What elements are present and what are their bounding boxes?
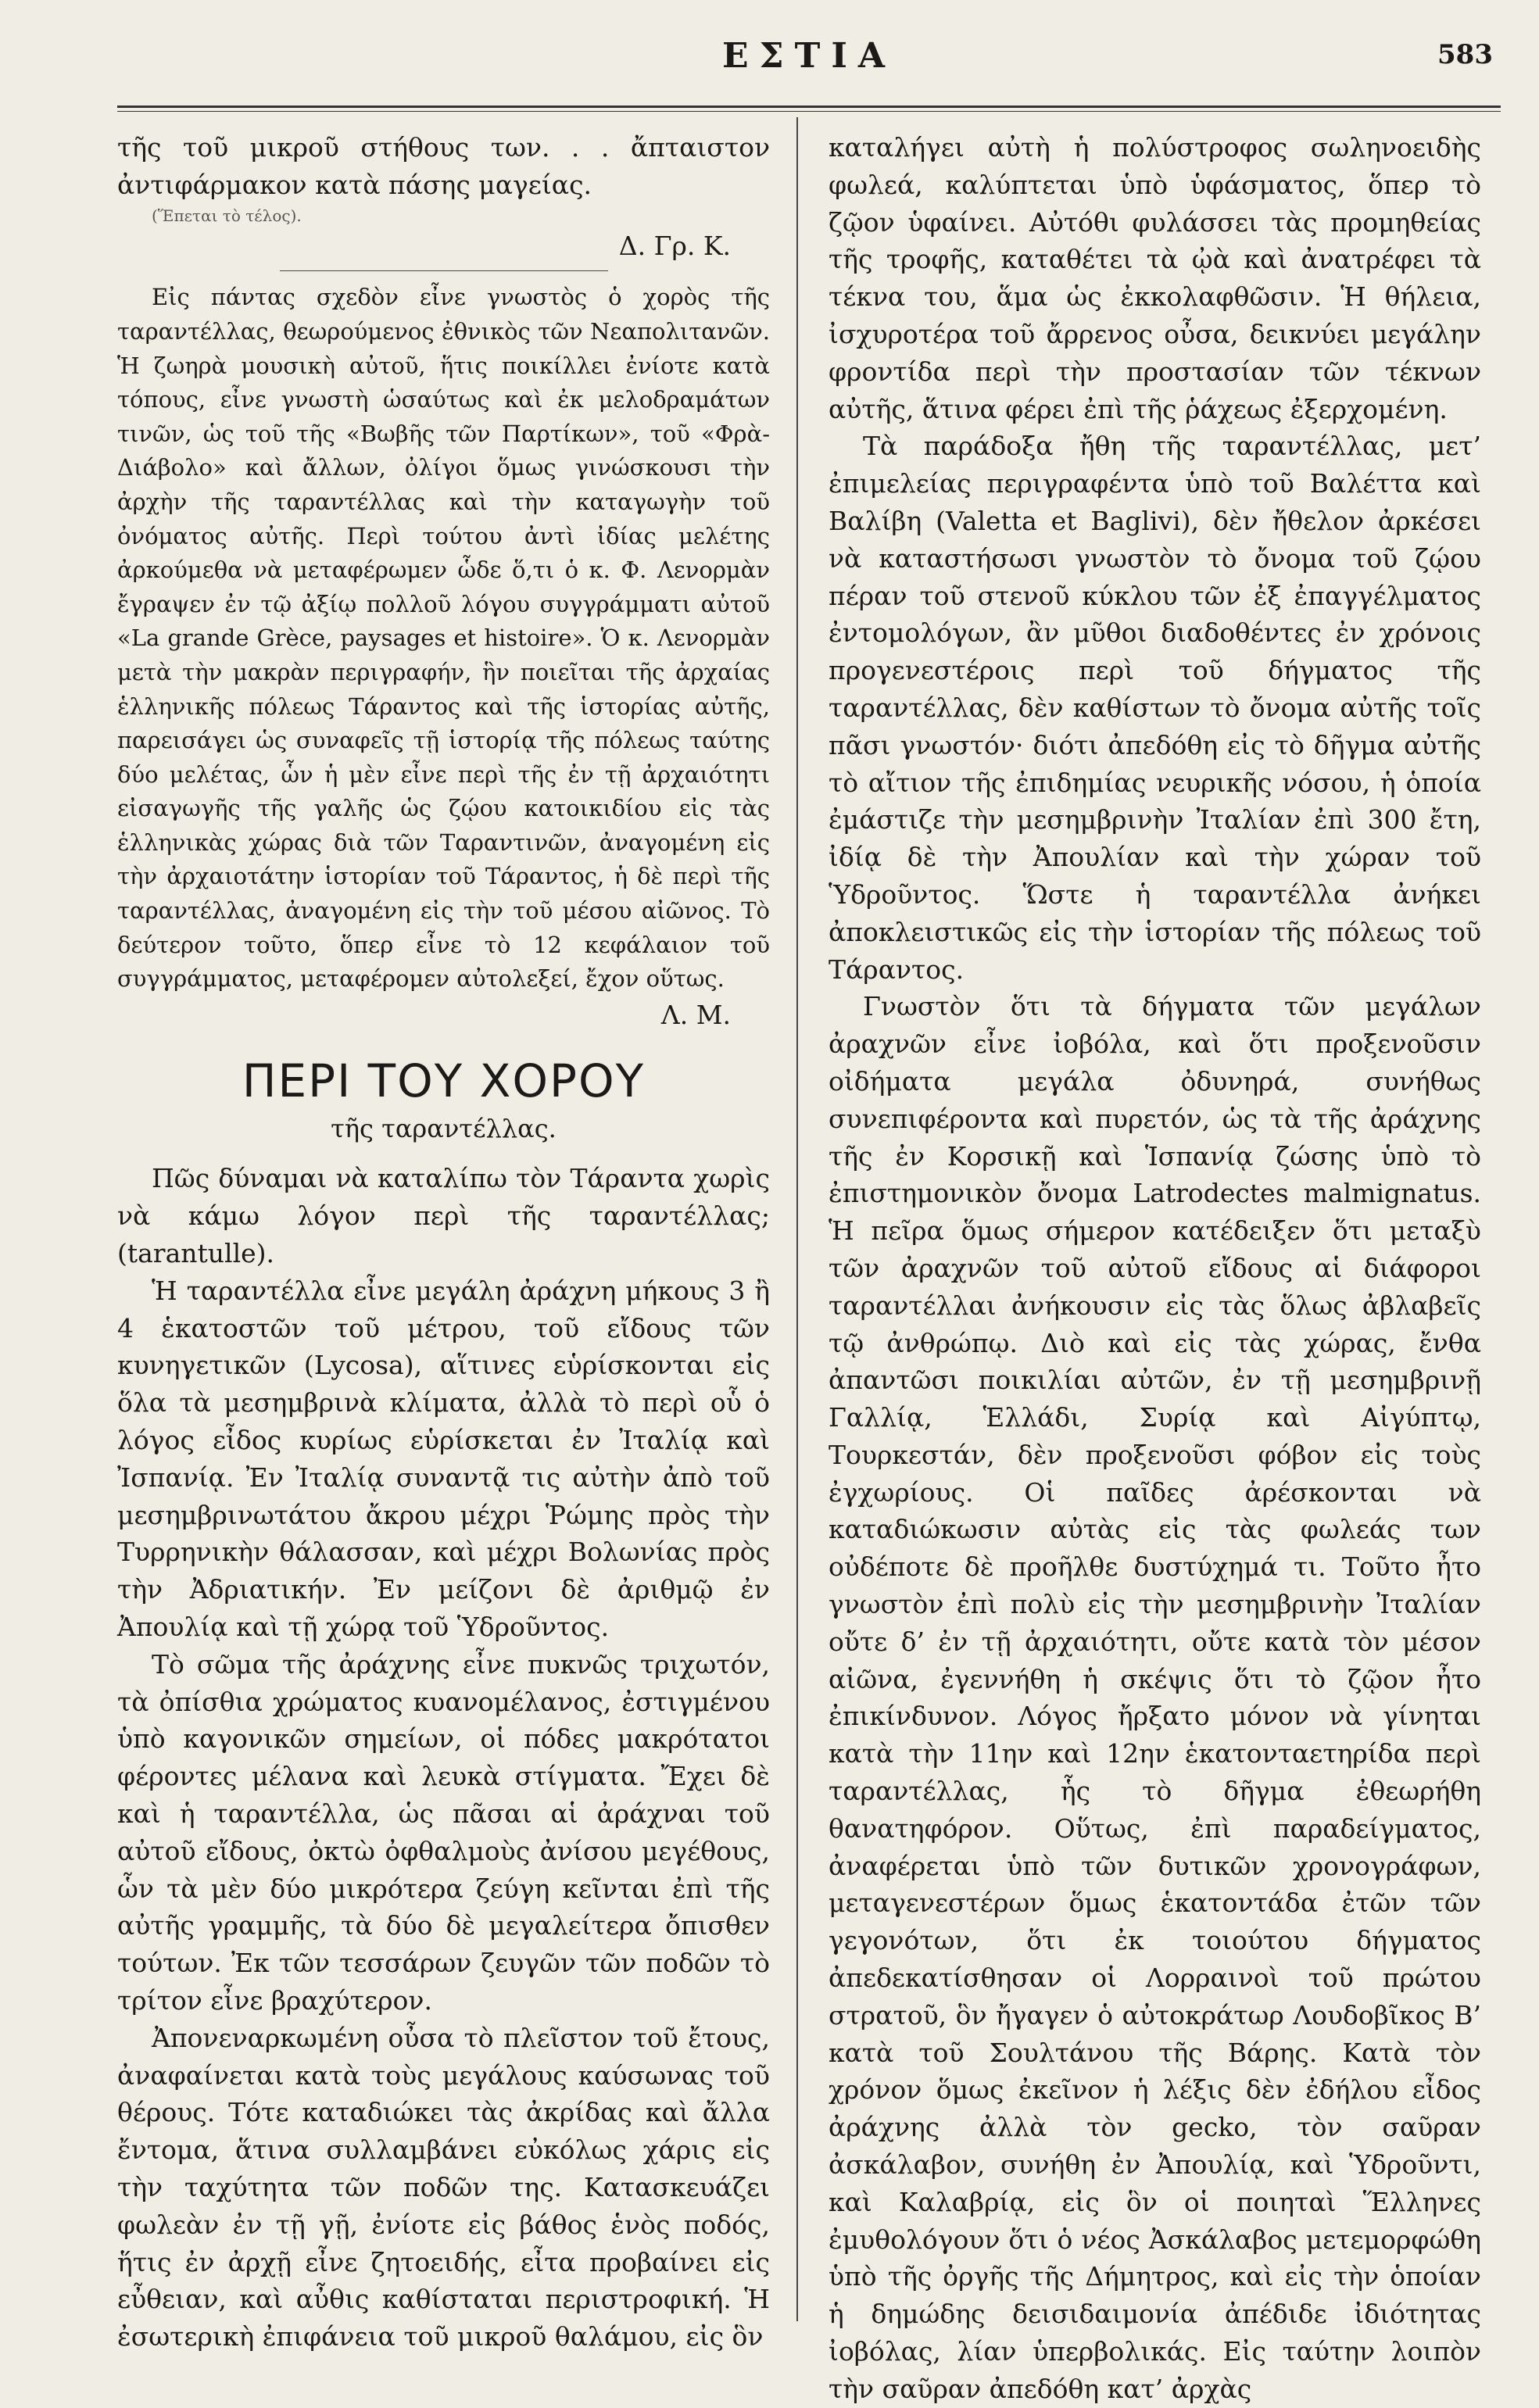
newspaper-title: ΕΣΤΙΑ — [721, 36, 897, 76]
article-paragraph: Τὰ παράδοξα ἤθη τῆς ταραντέλλας, μετ’ ἐπιμελείας περιγραφέντα ὑπὸ τοῦ Βαλέττα καὶ Βαλίβη (Valetta et Baglivi), δὲν ἤθελον ἀρκέσει νὰ καταστήσωσι γνωστὸν τὸ ὄνομα τοῦ ζῴου πέραν τοῦ στενοῦ κύκλου τῶν ἐξ ἐπαγγέλματος ἐντομολόγων, ἂν μῦθοι διαδοθέντες ἐν χρόνοις προγενεστέροις περὶ τοῦ δήγματος τῆς ταραντέλλας, δὲν καθίστων τὸ ὄνομα αὐτῆς τοῖς πᾶσι γνωστόν· διότι ἀπεδόθη εἰς τὸ δῆγμα αὐτῆς τὸ αἴτιον τῆς ἐπιδημίας νευρικῆς νόσου, ἡ ὁποία ἐμάστιζε τὴν μεσημβρινὴν Ἰταλίαν ἐπὶ 300 ἔτη, ἰδίᾳ δὲ τὴν Ἀπουλίαν καὶ τὴν χώραν τοῦ Ὑδροῦντος. Ὥστε ἡ ταραντέλλα ἀνήκει ἀποκλειστικῶς εἰς τὴν ἱστορίαν τῆς πόλεως τοῦ Τάραντος. — [829, 431, 1481, 985]
column-divider — [796, 117, 798, 2321]
article-subheading: τῆς ταραντέλλας. — [331, 1113, 557, 1143]
left-column — [117, 129, 770, 2356]
article-paragraph: καταλήγει αὐτὴ ἡ πολύστροφος σωληνοειδὴς φωλεά, καλύπτεται ὑπὸ ὑφάσματος, ὅπερ τὸ ζῷον ὑφαίνει. Αὐτόθι φυλάσσει τὰς προμηθείας τῆς τροφῆς, καταθέτει τὰ ᾠὰ καὶ ἀνατρέφει τὰ τέκνα του, ἅμα ὡς ἐκκολαφθῶσιν. Ἡ θήλεια, ἰσχυροτέρα τοῦ ἄρρενος οὖσα, δεικνύει μεγάλην φροντίδα περὶ τὴν προστασίαν τῶν τέκνων αὐτῆς, ἅτινα φέρει ἐπὶ τῆς ῥάχεως ἐξερχομένη. — [829, 132, 1481, 424]
article-paragraph: Γνωστὸν ὅτι τὰ δήγματα τῶν μεγάλων ἀραχνῶν εἶνε ἰοβόλα, καὶ ὅτι προξενοῦσιν οἰδήματα μεγάλα ὀδυνηρά, συνήθως συνεπιφέροντα καὶ πυρετόν, ὡς τὰ τῆς ἀράχνης τῆς ἐν Κορσικῇ καὶ Ἱσπανίᾳ ζώσης ὑπὸ τὸ ἐπιστημονικὸν ὄνομα Latrodectes malmignatus. Ἡ πεῖρα ὅμως σήμερον κατέδειξεν ὅτι μεταξὺ τῶν ἀραχνῶν τοῦ αὐτοῦ εἴδους αἱ διάφοροι ταραντέλλαι ἀνήκουσιν εἰς τὰς ὅλως ἀβλαβεῖς τῷ ἀνθρώπῳ. Διὸ καὶ εἰς τὰς χώρας, ἔνθα ἀπαντῶσι ποικιλίαι αὐτῶν, ἐν τῇ μεσημβρινῇ Γαλλίᾳ, Ἑλλάδι, Συρίᾳ καὶ Αἰγύπτῳ, Τουρκεστάν, δὲν προξενοῦσι φόβον εἰς τοὺς ἐγχωρίους. Οἱ παῖδες ἀρέσκονται νὰ καταδιώκωσιν αὐτὰς εἰς τὰς φωλεάς των οὐδέποτε δὲ προῆλθε δυστύχημά τι. Τοῦτο ἦτο γνωστὸν ἐπὶ πολὺ εἰς τὴν μεσημβρινὴν Ἰταλίαν οὔτε δ’ ἐν τῇ ἀρχαιότητι, οὔτε κατὰ τὸν μέσον αἰῶνα, ἐγεννήθη ἡ σκέψις ὅτι τὸ ζῷον ἦτο ἐπικίνδυνον. Λόγος ἤρξατο μόνον νὰ γίνηται κατὰ τὴν 11ην καὶ 12ην ἑκατονταετηρίδα περὶ ταραντέλλας, ἧς τὸ δῆγμα ἐθεωρήθη θανατηφόρον. Οὕτως, ἐπὶ παραδείγματος, ἀναφέρεται ὑπὸ τῶν δυτικῶν χρονογράφων, μεταγενεστέρων ὅμως ἑκατοντάδα ἐτῶν τῶν γεγονότων, ὅτι ἐκ τοιούτου δήγματος ἀπεδεκατίσθησαν οἱ Λορραινοὶ τοῦ πρώτου στρατοῦ, ὃν ἤγαγεν ὁ αὐτοκράτωρ Λουδοβῖκος Β’ κατὰ τοῦ Σουλτάνου τῆς Βάρης. Κατὰ τὸν χρόνον ὅμως ἐκεῖνον ἡ λέξις δὲν ἐδήλου εἶδος ἀράχνης ἀλλὰ τὸν gecko, τὸν σαῦραν ἀσκάλαβον, συνήθη ἐν Ἀπουλίᾳ, καὶ Ὑδροῦντι, καὶ Καλαβρίᾳ, εἰς ὃν οἱ ποιηταὶ Ἕλληνες ἐμυθολόγουν ὅτι ὁ νέος Ἀσκάλαβος μετεμορφώθη ὑπὸ τῆς ὀργῆς τῆς Δήμητρος, καὶ εἰς τὴν ὁποίαν ἡ δημώδης δεισιδαιμονία ἀπέδιδε ἰδιότητας ἰοβόλας, λίαν ὑπερβολικάς. Εἰς ταύτην λοιπὸν τὴν σαῦραν ἀπεδόθη κατ’ ἀρχὰς — [829, 991, 1481, 2404]
article-paragraph: Ἀπονεναρκωμένη οὖσα τὸ πλεῖστον τοῦ ἔτους, ἀναφαίνεται κατὰ τοὺς μεγάλους καύσωνας τοῦ θέρους. Τότε καταδιώκει τὰς ἀκρίδας καὶ ἄλλα ἔντομα, ἅτινα συλλαμβάνει εὐκόλως χάρις εἰς τὴν ταχύτητα τῶν ποδῶν της. Κατασκευάζει φωλεὰν ἐν τῇ γῇ, ἐνίοτε εἰς βάθος ἑνὸς ποδός, ἥτις ἐν ἀρχῇ εἶνε ζητοειδής, εἶτα προβαίνει εἰς εὖθειαν, καὶ αὖθις καθίσταται περιστροφική. Ἡ ἐσωτερικὴ ἐπιφάνεια τοῦ μικροῦ θαλάμου, εἰς ὃν — [117, 2022, 770, 2353]
page-number: 583 — [1437, 39, 1493, 70]
intro-paragraph: Εἰς πάντας σχεδὸν εἶνε γνωστὸς ὁ χορὸς τῆς ταραντέλλας, θεωρούμενος ἐθνικὸς τῶν Νεαπολιτανῶν. Ἡ ζωηρὰ μουσικὴ αὐτοῦ, ἥτις ποικίλλει ἐνίοτε κατὰ τόπους, εἶνε γνωστὴ ὡσαύτως καὶ ἐκ μελοδραμάτων τινῶν, ὡς τοῦ τῆς «Βωβῆς τῶν Παρτίκων», τοῦ «Φρὰ-Διάβολο» καὶ ἄλλων, ὀλίγοι ὅμως γινώσκουσι τὴν ἀρχὴν τῆς ταραντέλλας καὶ τὴν καταγωγὴν τοῦ ὀνόματος αὐτῆς. Περὶ τούτου ἀντὶ ἰδίας μελέτης ἀρκούμεθα νὰ μεταφέρωμεν ὧδε ὅ,τι ὁ κ. Φ. Λενορμὰν ἔγραψεν ἐν τῷ ἀξίῳ πολλοῦ λόγου συγγράμματι αὐτοῦ «La grande Grèce, paysages et histoire». Ὁ κ. Λενορμὰν μετὰ τὴν μακρὰν περιγραφήν, ἣν ποιεῖται τῆς ἀρχαίας ἑλληνικῆς πόλεως Τάραντος καὶ τῆς ἱστορίας αὐτῆς, παρεισάγει ὡς συναφεῖς τῇ ἱστορίᾳ τῆς πόλεως ταύτης δύο μελέτας, ὧν ἡ μὲν εἶνε περὶ τῆς ἐν τῇ ἀρχαιότητι εἰσαγωγῆς τῆς γαλῆς ὡς ζῴου κατοικιδίου εἰς τὰς ἑλληνικὰς χώρας διὰ τῶν Ταραντινῶν, ἀναγομένη εἰς τὴν ἀρχαιοτάτην ἱστορίαν τοῦ Τάραντος, ἡ δὲ περὶ τῆς ταραντέλλας, ἀναγομένη εἰς τὴν τοῦ μέσου αἰῶνος. Τὸ δεύτερον τοῦτο, ὅπερ εἶνε τὸ 12 κεφάλαιον τοῦ συγγράμματος, μεταφέρομεν αὐτολεξεί, ἔχον οὕτως. — [117, 284, 770, 993]
author-signature: Δ. Γρ. Κ. — [618, 230, 731, 261]
header-rule — [117, 106, 1501, 112]
right-column — [829, 129, 1481, 2408]
newspaper-page — [117, 31, 1501, 2404]
masthead — [117, 31, 1501, 94]
article-heading: ΠΕΡΙ ΤΟΥ ΧΟΡΟΥ — [242, 1054, 646, 1107]
article-paragraph: Ἡ ταραντέλλα εἶνε μεγάλη ἀράχνη μήκους 3 ἢ 4 ἑκατοστῶν τοῦ μέτρου, τοῦ εἴδους τῶν κυνηγετικῶν (Lycosa), αἵτινες εὑρίσκονται εἰς ὅλα τὰ μεσημβρινὰ κλίματα, ἀλλὰ τὸ περὶ οὗ ὁ λόγος εἶδος κυρίως εὑρίσκεται ἐν Ἰταλίᾳ καὶ Ἰσπανίᾳ. Ἐν Ἰταλίᾳ συναντᾷ τις αὐτὴν ἀπὸ τοῦ μεσημβρινωτάτου ἄκρου μέχρι Ῥώμης πρὸς τὴν Τυρρηνικὴν θάλασσαν, καὶ μέχρι Βολωνίας πρὸς τὴν Ἀδριατικήν. Ἐν μείζονι δὲ ἀριθμῷ ἐν Ἀπουλίᾳ καὶ τῇ χώρᾳ τοῦ Ὑδροῦντος. — [117, 1275, 770, 1643]
article-paragraph: Πῶς δύναμαι νὰ καταλίπω τὸν Τάραντα χωρὶς νὰ κάμω λόγον περὶ τῆς ταραντέλλας; (tarantulle). — [117, 1163, 770, 1269]
article-paragraph: Τὸ σῶμα τῆς ἀράχνης εἶνε πυκνῶς τριχωτόν, τὰ ὀπίσθια χρώματος κυανομέλανος, ἐστιγμένου ὑπὸ καγονικῶν σημείων, οἱ πόδες μακρότατοι φέροντες μέλανα καὶ λευκὰ στίγματα. Ἔχει δὲ καὶ ἡ ταραντέλλα, ὡς πᾶσαι αἱ ἀράχναι τοῦ αὐτοῦ εἴδους, ὀκτὼ ὀφθαλμοὺς ἀνίσου μεγέθους, ὧν τὰ μὲν δύο μικρότερα ζεύγη κεῖνται ἐπὶ τῆς αὐτῆς γραμμῆς, τὰ δύο δὲ μεγαλείτερα ὄπισθεν τούτων. Ἐκ τῶν τεσσάρων ζευγῶν τῶν ποδῶν τὸ τρίτον εἶνε βραχύτερον. — [117, 1648, 770, 2016]
continuation-text: τῆς τοῦ μικροῦ στήθους των. . . ἄπταιστον ἀντιφάρμακον κατὰ πάσης μαγείας. — [117, 132, 770, 200]
section-separator — [280, 270, 608, 271]
translator-signature: Λ. Μ. — [660, 999, 731, 1030]
to-be-continued-note: (Ἕπεται τὸ τέλος). — [152, 206, 302, 225]
